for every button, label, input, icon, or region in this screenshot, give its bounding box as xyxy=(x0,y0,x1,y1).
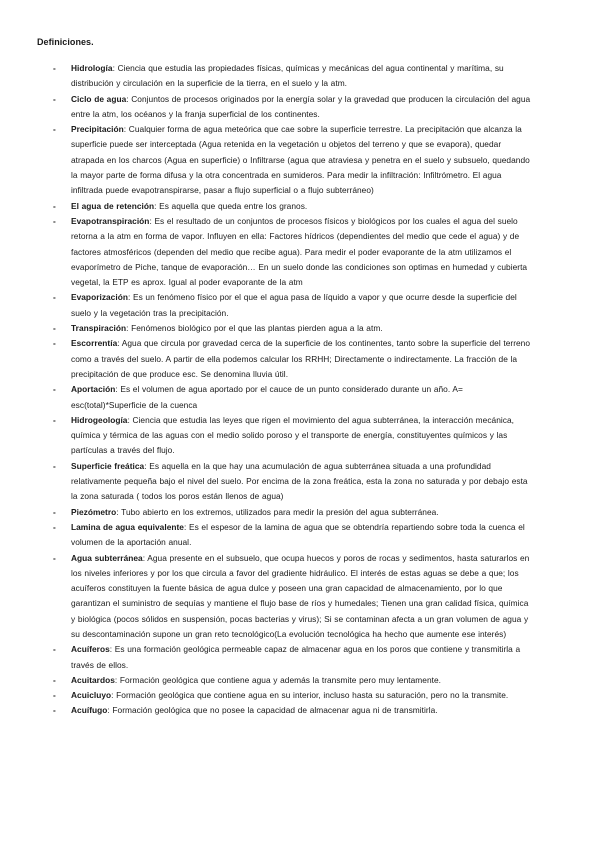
term-separator: : xyxy=(107,705,113,716)
definition-body: Conjuntos de procesos originados por la energía solar y la gravedad que producen la circulación del agua entre la atm, los océanos y la franja superficial de los continentes. xyxy=(71,93,531,119)
definition-body: Fenómenos biológico por el que las plantas pierden agua a la atm. xyxy=(131,323,383,334)
definition-item xyxy=(0,520,599,551)
definition-body: Es el espesor de la lamina de agua que se obtendría repartiendo sobre toda la cuenca el volumen de la aportación anual. xyxy=(71,521,525,548)
term-separator: : xyxy=(123,124,129,135)
definition-text xyxy=(71,505,533,520)
definition-item xyxy=(0,703,599,718)
definitions-list xyxy=(0,61,599,719)
definition-text xyxy=(71,688,533,703)
bullet-dash: - xyxy=(53,414,56,425)
definition-body: Formación geológica que no posee la capacidad de almacenar agua ni de transmitirla. xyxy=(112,705,438,716)
definition-term: Aportación xyxy=(71,384,116,395)
definition-item xyxy=(0,673,599,688)
definition-text xyxy=(71,413,533,459)
definition-term: Acuitardos xyxy=(71,674,115,685)
definition-term: Superficie freática xyxy=(71,460,145,471)
definition-text xyxy=(71,321,533,336)
definition-item xyxy=(0,199,599,214)
term-separator: : xyxy=(183,521,189,532)
term-separator: : xyxy=(109,644,115,655)
term-separator: : xyxy=(126,323,132,334)
definition-text xyxy=(71,459,533,505)
definition-term: El agua de retención xyxy=(71,200,155,211)
definition-text xyxy=(71,642,533,673)
definition-term: Transpiración xyxy=(71,323,127,334)
definition-item xyxy=(0,459,599,505)
bullet-dash: - xyxy=(53,384,56,395)
definition-item xyxy=(0,505,599,520)
definition-body: Agua presente en el subsuelo, que ocupa huecos y poros de rocas y sedimentos, hasta saturarlos en los niveles inferiores y por los que circula a favor del gradiente hidráulico. El interés de estas aguas se debe a que; los acuíferos constituyen la fuente básica de agua dulce y poseen una gran capacidad de almacenamiento, por lo que garantizan el suministro de sequías y mantiene el flujo base de ríos y humedales; Tienen una gran calidad física, química y biológica (pocos sólidos en suspensión, pocas bacterias y virus); Si se contaminan afecta a un gran volumen de agua y su descontaminación supone un gran reto tecnológico(La evolución tecnológica ha hecho que aumente ese interés) xyxy=(71,552,530,639)
definition-text xyxy=(71,199,533,214)
term-separator: : xyxy=(149,215,155,226)
definition-body: Agua que circula por gravedad cerca de la superficie de los continentes, tanto sobre la superficie del terreno como a través del suelo. A partir de ella podemos calcular los RRHH; Directamente o indirectamente. La fracción de la precipitación de que produce esc. Se denomina lluvia útil. xyxy=(71,338,531,379)
definition-item xyxy=(0,336,599,382)
bullet-dash: - xyxy=(53,292,56,303)
definition-term: Piezómetro xyxy=(71,506,117,517)
definition-term: Precipitación xyxy=(71,124,124,135)
definition-text xyxy=(71,673,533,688)
bullet-dash: - xyxy=(53,215,56,226)
definition-term: Acuífugo xyxy=(71,705,108,716)
definition-body: Es una formación geológica permeable capaz de almacenar agua en los poros que contiene y transmitirla a través de ellos. xyxy=(71,644,521,670)
term-separator: : xyxy=(142,552,148,563)
definition-term: Lamina de agua equivalente xyxy=(71,521,184,532)
bullet-dash: - xyxy=(53,552,56,563)
definition-term: Hidrogeología xyxy=(71,414,128,425)
term-separator: : xyxy=(116,506,122,517)
definition-text xyxy=(71,92,533,123)
definition-text xyxy=(71,551,533,643)
bullet-dash: - xyxy=(53,460,56,471)
term-separator: : xyxy=(111,690,117,701)
definition-body: Ciencia que estudia las leyes que rigen el movimiento del agua subterránea, la interacción mecánica, química y térmica de las aguas con el medio solido poroso y el transporte de energía, constituyentes químicos y las partículas a través del flujo. xyxy=(71,414,514,456)
term-separator: : xyxy=(127,292,133,303)
definition-item xyxy=(0,382,599,413)
bullet-dash: - xyxy=(53,323,56,334)
definition-term: Evapotranspiración xyxy=(71,215,150,226)
bullet-dash: - xyxy=(53,338,56,349)
definition-text xyxy=(71,122,533,198)
definition-body: Es el resultado de un conjuntos de procesos físicos y biológicos por los cuales el agua del suelo retorna a la atm en forma de vapor. Influyen en ella: Factores hídricos (dependientes del medio que cede el agua) y de factores atmosféricos (dependen del medio que recibe agua). Para medir el poder evaporante de la atm utilizamos el evaporímetro de Piche, tanque de evaporación… En un suelo donde las condiciones son optimas en humedad y cubierta vegetal, la ETP es aprox. Igual al poder evaporante de la atm xyxy=(71,215,528,288)
definition-item xyxy=(0,92,599,123)
term-separator: : xyxy=(115,384,121,395)
bullet-dash: - xyxy=(53,200,56,211)
definition-text xyxy=(71,214,533,290)
definition-body: Cualquier forma de agua meteórica que cae sobre la superficie terrestre. La precipitación que alcanza la superficie puede ser interceptada (Agua retenida en la vegetación u objetos del terreno y que se evapora), quedar atrapada en los charcos (Agua en superficie) o Infiltrarse (agua que atraviesa y penetra en el suelo y subsuelo, quedando la mayor parte de forma difusa y la otra concentrada en sumideros. Para medir la infiltración: Infiltrómetro. El agua infiltrada puede evapotranspirarse, pasar a flujo superficial o a flujo subterráneo) xyxy=(71,124,530,196)
term-separator: : xyxy=(126,93,132,104)
definition-text xyxy=(71,336,533,382)
bullet-dash: - xyxy=(53,644,56,655)
term-separator: : xyxy=(117,338,122,349)
definition-text xyxy=(71,382,533,413)
definition-body: Formación geológica que contiene agua en su interior, incluso hasta su saturación, pero no la transmite. xyxy=(116,690,509,701)
definition-item xyxy=(0,688,599,703)
term-separator: : xyxy=(154,200,160,211)
bullet-dash: - xyxy=(53,690,56,701)
definition-term: Escorrentía xyxy=(71,338,118,349)
definition-term: Acuicluyo xyxy=(71,690,112,701)
definition-item xyxy=(0,122,599,198)
term-separator: : xyxy=(114,674,120,685)
definition-body: Es el volumen de agua aportado por el cauce de un punto considerado durante un año. A= esc(total)*Superficie de la cuenca xyxy=(71,384,463,410)
definition-item xyxy=(0,321,599,336)
bullet-dash: - xyxy=(53,124,56,135)
definition-term: Agua subterránea xyxy=(71,552,143,563)
bullet-dash: - xyxy=(53,674,56,685)
bullet-dash: - xyxy=(53,63,56,73)
definition-body: Formación geológica que contiene agua y además la transmite pero muy lentamente. xyxy=(119,674,441,685)
definition-item xyxy=(0,413,599,459)
bullet-dash: - xyxy=(53,705,56,716)
definition-body: Tubo abierto en los extremos, utilizados para medir la presión del agua subterránea. xyxy=(121,506,439,517)
definition-body: Es un fenómeno físico por el que el agua pasa de líquido a vapor y que ocurre desde la superficie del suelo y la vegetación tras la precipitación. xyxy=(71,292,517,318)
definition-term: Hidrología xyxy=(71,63,113,73)
definition-text xyxy=(71,520,533,551)
term-separator: : xyxy=(112,63,118,73)
bullet-dash: - xyxy=(53,521,56,532)
definition-item xyxy=(0,61,599,92)
definition-term: Acuíferos xyxy=(71,644,110,655)
definition-term: Ciclo de agua xyxy=(71,93,127,104)
definition-text xyxy=(71,703,533,718)
definition-item xyxy=(0,551,599,643)
bullet-dash: - xyxy=(53,506,56,517)
term-separator: : xyxy=(144,460,150,471)
term-separator: : xyxy=(127,414,133,425)
definition-item xyxy=(0,214,599,290)
definition-body: Es aquella en la que hay una acumulación de agua subterránea situada a una profundidad relativamente pequeña bajo el nivel del suelo. Por encima de la zona freática, esta la zona no saturada y por debajo esta la zona saturada ( todos los poros están llenos de agua) xyxy=(71,460,528,502)
page-title: Definiciones. xyxy=(37,37,94,47)
bullet-dash: - xyxy=(53,93,56,104)
definition-text xyxy=(71,61,533,92)
definition-term: Evaporización xyxy=(71,292,128,303)
definition-body: Es aquella que queda entre los granos. xyxy=(159,200,308,211)
definition-text xyxy=(71,290,533,321)
definition-body: Ciencia que estudia las propiedades físicas, químicas y mecánicas del agua continental y marítima, su distribución y circulación en la superficie de la tierra, en el suelo y la atm. xyxy=(71,63,504,89)
definition-item xyxy=(0,642,599,673)
definition-item xyxy=(0,290,599,321)
